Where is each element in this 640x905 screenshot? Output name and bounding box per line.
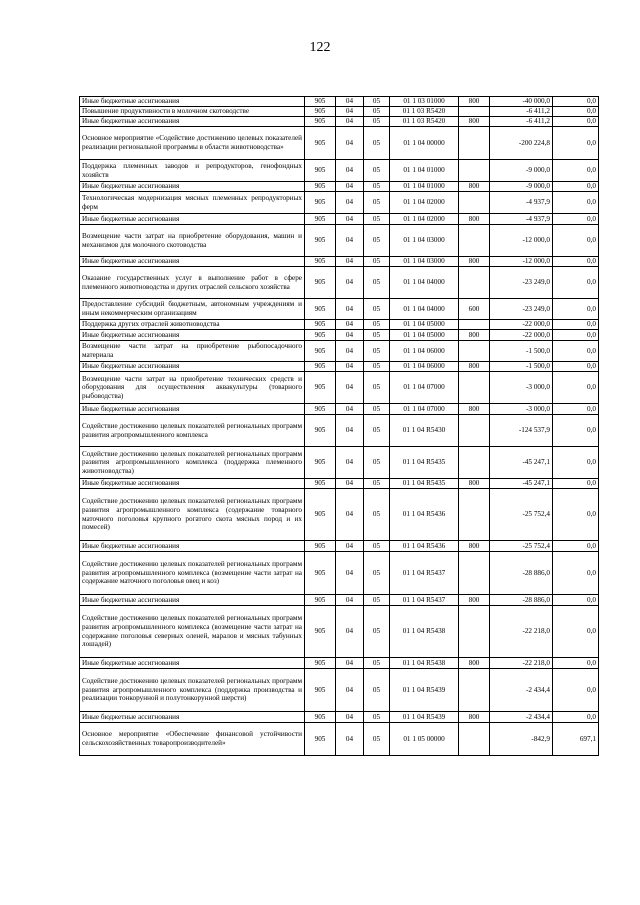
row-expense-type: 800 <box>459 712 490 723</box>
row-name: Поддержка других отраслей животноводства <box>80 320 305 330</box>
row-target-article: 01 1 03 01000 <box>390 97 459 107</box>
row-amount-1: -22 218,0 <box>490 606 553 658</box>
row-section-code: 04 <box>336 330 364 341</box>
row-ved-code: 905 <box>305 489 336 541</box>
row-name: Иные бюджетные ассигнования <box>80 257 305 267</box>
row-name: Повышение продуктивности в молочном скотоводстве <box>80 107 305 117</box>
row-ved-code: 905 <box>305 669 336 712</box>
row-amount-2: 0,0 <box>553 404 599 415</box>
row-subsection-code: 05 <box>364 330 390 341</box>
row-subsection-code: 05 <box>364 299 390 320</box>
row-amount-1: -4 937,9 <box>490 214 553 225</box>
row-expense-type: 800 <box>459 97 490 107</box>
row-expense-type: 800 <box>459 257 490 267</box>
row-amount-1: -23 249,0 <box>490 267 553 299</box>
row-name: Возмещение части затрат на приобретение оборудования, машин и механизмов для молочного скотоводства <box>80 225 305 257</box>
table-row <box>80 489 599 541</box>
table-row <box>80 225 599 257</box>
row-name: Иные бюджетные ассигнования <box>80 479 305 489</box>
table-row <box>80 479 599 489</box>
row-subsection-code: 05 <box>364 225 390 257</box>
row-expense-type <box>459 267 490 299</box>
row-expense-type: 800 <box>459 658 490 669</box>
row-amount-1: -6 411,2 <box>490 107 553 117</box>
row-ved-code: 905 <box>305 606 336 658</box>
row-amount-1: -22 000,0 <box>490 320 553 330</box>
row-amount-2: 0,0 <box>553 489 599 541</box>
row-section-code: 04 <box>336 541 364 552</box>
row-subsection-code: 05 <box>364 362 390 372</box>
row-target-article: 01 1 04 R5437 <box>390 595 459 606</box>
row-amount-1: -9 000,0 <box>490 182 553 192</box>
row-section-code: 04 <box>336 267 364 299</box>
table-row <box>80 214 599 225</box>
row-section-code: 04 <box>336 669 364 712</box>
row-expense-type <box>459 225 490 257</box>
row-subsection-code: 05 <box>364 595 390 606</box>
row-expense-type <box>459 160 490 182</box>
table-row <box>80 372 599 404</box>
row-expense-type: 800 <box>459 404 490 415</box>
row-subsection-code: 05 <box>364 723 390 756</box>
row-expense-type <box>459 606 490 658</box>
row-subsection-code: 05 <box>364 182 390 192</box>
row-amount-2: 0,0 <box>553 341 599 362</box>
table-row <box>80 552 599 595</box>
row-amount-2: 0,0 <box>553 712 599 723</box>
row-name: Иные бюджетные ассигнования <box>80 712 305 723</box>
row-amount-2: 0,0 <box>553 669 599 712</box>
row-amount-1: -4 937,9 <box>490 192 553 214</box>
row-amount-2: 0,0 <box>553 299 599 320</box>
row-expense-type <box>459 489 490 541</box>
row-amount-2: 0,0 <box>553 107 599 117</box>
row-subsection-code: 05 <box>364 712 390 723</box>
row-target-article: 01 1 04 04000 <box>390 299 459 320</box>
row-target-article: 01 1 04 R5439 <box>390 669 459 712</box>
row-amount-1: -45 247,1 <box>490 447 553 479</box>
row-target-article: 01 1 04 05000 <box>390 330 459 341</box>
row-ved-code: 905 <box>305 257 336 267</box>
row-amount-1: -200 224,8 <box>490 127 553 160</box>
row-amount-2: 0,0 <box>553 415 599 447</box>
row-ved-code: 905 <box>305 182 336 192</box>
row-amount-1: -1 500,0 <box>490 362 553 372</box>
row-amount-2: 0,0 <box>553 447 599 479</box>
row-expense-type <box>459 415 490 447</box>
row-amount-2: 0,0 <box>553 225 599 257</box>
table-row <box>80 595 599 606</box>
row-amount-1: -45 247,1 <box>490 479 553 489</box>
row-section-code: 04 <box>336 160 364 182</box>
row-amount-2: 697,1 <box>553 723 599 756</box>
table-row <box>80 658 599 669</box>
row-expense-type: 800 <box>459 330 490 341</box>
row-section-code: 04 <box>336 723 364 756</box>
row-section-code: 04 <box>336 595 364 606</box>
row-expense-type <box>459 127 490 160</box>
table-row <box>80 404 599 415</box>
row-expense-type <box>459 107 490 117</box>
row-expense-type <box>459 341 490 362</box>
row-target-article: 01 1 03 R5420 <box>390 117 459 127</box>
row-amount-1: -6 411,2 <box>490 117 553 127</box>
row-expense-type <box>459 192 490 214</box>
row-subsection-code: 05 <box>364 257 390 267</box>
row-amount-1: -3 000,0 <box>490 372 553 404</box>
table-row <box>80 415 599 447</box>
row-subsection-code: 05 <box>364 117 390 127</box>
row-ved-code: 905 <box>305 404 336 415</box>
row-target-article: 01 1 04 04000 <box>390 267 459 299</box>
row-name: Оказание государственных услуг в выполнение работ в сфере племенного животноводства и других отраслей сельского хозяйства <box>80 267 305 299</box>
row-subsection-code: 05 <box>364 658 390 669</box>
row-name: Иные бюджетные ассигнования <box>80 595 305 606</box>
row-subsection-code: 05 <box>364 320 390 330</box>
row-expense-type <box>459 447 490 479</box>
row-subsection-code: 05 <box>364 404 390 415</box>
row-expense-type <box>459 372 490 404</box>
row-expense-type: 800 <box>459 117 490 127</box>
row-amount-2: 0,0 <box>553 214 599 225</box>
row-name: Иные бюджетные ассигнования <box>80 404 305 415</box>
row-ved-code: 905 <box>305 723 336 756</box>
row-subsection-code: 05 <box>364 372 390 404</box>
row-target-article: 01 1 04 06000 <box>390 362 459 372</box>
table-row <box>80 606 599 658</box>
row-amount-2: 0,0 <box>553 330 599 341</box>
row-amount-2: 0,0 <box>553 658 599 669</box>
row-name: Иные бюджетные ассигнования <box>80 97 305 107</box>
row-section-code: 04 <box>336 192 364 214</box>
row-amount-1: -25 752,4 <box>490 489 553 541</box>
row-amount-2: 0,0 <box>553 127 599 160</box>
row-amount-2: 0,0 <box>553 541 599 552</box>
row-section-code: 04 <box>336 214 364 225</box>
row-section-code: 04 <box>336 658 364 669</box>
row-amount-2: 0,0 <box>553 372 599 404</box>
row-ved-code: 905 <box>305 447 336 479</box>
row-ved-code: 905 <box>305 214 336 225</box>
table-row <box>80 447 599 479</box>
row-ved-code: 905 <box>305 552 336 595</box>
row-name: Иные бюджетные ассигнования <box>80 117 305 127</box>
row-expense-type <box>459 669 490 712</box>
row-section-code: 04 <box>336 107 364 117</box>
row-amount-2: 0,0 <box>553 362 599 372</box>
row-section-code: 04 <box>336 299 364 320</box>
row-target-article: 01 1 05 00000 <box>390 723 459 756</box>
row-target-article: 01 1 04 01000 <box>390 182 459 192</box>
row-target-article: 01 1 04 05000 <box>390 320 459 330</box>
row-name: Содействие достижению целевых показателей региональных программ развития агропромышленного комплекса (содержание товарного маточного поголовья крупного рогатого скота мясных пород и их помесей) <box>80 489 305 541</box>
row-subsection-code: 05 <box>364 489 390 541</box>
row-name: Иные бюджетные ассигнования <box>80 330 305 341</box>
row-ved-code: 905 <box>305 192 336 214</box>
row-ved-code: 905 <box>305 225 336 257</box>
table-row <box>80 182 599 192</box>
row-name: Иные бюджетные ассигнования <box>80 182 305 192</box>
row-subsection-code: 05 <box>364 192 390 214</box>
row-subsection-code: 05 <box>364 160 390 182</box>
table-row <box>80 160 599 182</box>
row-section-code: 04 <box>336 257 364 267</box>
row-subsection-code: 05 <box>364 479 390 489</box>
row-amount-2: 0,0 <box>553 479 599 489</box>
table-row <box>80 299 599 320</box>
row-expense-type: 800 <box>459 362 490 372</box>
row-target-article: 01 1 04 R5435 <box>390 479 459 489</box>
row-target-article: 01 1 03 R5420 <box>390 107 459 117</box>
row-subsection-code: 05 <box>364 107 390 117</box>
row-subsection-code: 05 <box>364 267 390 299</box>
row-amount-1: -842,9 <box>490 723 553 756</box>
row-section-code: 04 <box>336 372 364 404</box>
row-name: Возмещение части затрат на приобретение рыбопосадочного материала <box>80 341 305 362</box>
row-name: Содействие достижению целевых показателей региональных программ развития агропромышленного комплекса (возмещение части затрат на содержание маточного поголовья овец и коз) <box>80 552 305 595</box>
row-expense-type: 800 <box>459 479 490 489</box>
row-target-article: 01 1 04 06000 <box>390 341 459 362</box>
row-amount-2: 0,0 <box>553 606 599 658</box>
row-subsection-code: 05 <box>364 97 390 107</box>
row-amount-1: -23 249,0 <box>490 299 553 320</box>
row-ved-code: 905 <box>305 362 336 372</box>
row-section-code: 04 <box>336 320 364 330</box>
row-section-code: 04 <box>336 415 364 447</box>
row-amount-2: 0,0 <box>553 257 599 267</box>
row-amount-1: -9 000,0 <box>490 160 553 182</box>
row-amount-1: -28 886,0 <box>490 595 553 606</box>
row-section-code: 04 <box>336 182 364 192</box>
row-amount-1: -1 500,0 <box>490 341 553 362</box>
row-section-code: 04 <box>336 489 364 541</box>
table-row <box>80 723 599 756</box>
table-row <box>80 257 599 267</box>
row-ved-code: 905 <box>305 415 336 447</box>
table-row <box>80 320 599 330</box>
row-section-code: 04 <box>336 606 364 658</box>
row-amount-1: -40 000,0 <box>490 97 553 107</box>
row-amount-2: 0,0 <box>553 192 599 214</box>
row-section-code: 04 <box>336 341 364 362</box>
row-section-code: 04 <box>336 117 364 127</box>
budget-table <box>79 96 599 756</box>
row-subsection-code: 05 <box>364 541 390 552</box>
row-name: Предоставление субсидий бюджетным, автономным учреждениям и иным некоммерческим организациям <box>80 299 305 320</box>
row-amount-1: -2 434,4 <box>490 669 553 712</box>
row-ved-code: 905 <box>305 117 336 127</box>
row-target-article: 01 1 04 R5430 <box>390 415 459 447</box>
row-subsection-code: 05 <box>364 214 390 225</box>
row-expense-type <box>459 320 490 330</box>
row-target-article: 01 1 04 R5436 <box>390 489 459 541</box>
page-number: 122 <box>309 40 331 55</box>
table-row <box>80 267 599 299</box>
row-ved-code: 905 <box>305 160 336 182</box>
row-subsection-code: 05 <box>364 669 390 712</box>
table-row <box>80 330 599 341</box>
row-amount-2: 0,0 <box>553 552 599 595</box>
row-amount-1: -3 000,0 <box>490 404 553 415</box>
row-amount-2: 0,0 <box>553 267 599 299</box>
row-section-code: 04 <box>336 552 364 595</box>
row-expense-type: 800 <box>459 182 490 192</box>
row-target-article: 01 1 04 00000 <box>390 127 459 160</box>
row-target-article: 01 1 04 07000 <box>390 372 459 404</box>
row-subsection-code: 05 <box>364 127 390 160</box>
row-ved-code: 905 <box>305 320 336 330</box>
row-expense-type <box>459 723 490 756</box>
row-target-article: 01 1 04 03000 <box>390 225 459 257</box>
table-row <box>80 192 599 214</box>
row-amount-1: -124 537,9 <box>490 415 553 447</box>
row-subsection-code: 05 <box>364 552 390 595</box>
row-section-code: 04 <box>336 712 364 723</box>
row-section-code: 04 <box>336 404 364 415</box>
row-ved-code: 905 <box>305 595 336 606</box>
row-target-article: 01 1 04 01000 <box>390 160 459 182</box>
row-amount-2: 0,0 <box>553 182 599 192</box>
row-ved-code: 905 <box>305 107 336 117</box>
table-row <box>80 117 599 127</box>
row-name: Содействие достижению целевых показателей региональных программ развития агропромышленного комплекса (поддержка племенного животноводства) <box>80 447 305 479</box>
row-name: Иные бюджетные ассигнования <box>80 362 305 372</box>
row-name: Технологическая модернизация мясных племенных репродукторных ферм <box>80 192 305 214</box>
row-expense-type: 600 <box>459 299 490 320</box>
table-row <box>80 541 599 552</box>
row-section-code: 04 <box>336 127 364 160</box>
row-ved-code: 905 <box>305 372 336 404</box>
row-expense-type: 800 <box>459 595 490 606</box>
row-subsection-code: 05 <box>364 341 390 362</box>
row-target-article: 01 1 04 02000 <box>390 214 459 225</box>
row-name: Иные бюджетные ассигнования <box>80 214 305 225</box>
row-amount-1: -22 000,0 <box>490 330 553 341</box>
row-amount-2: 0,0 <box>553 320 599 330</box>
row-ved-code: 905 <box>305 712 336 723</box>
row-target-article: 01 1 04 R5438 <box>390 658 459 669</box>
row-section-code: 04 <box>336 225 364 257</box>
row-amount-2: 0,0 <box>553 160 599 182</box>
row-amount-2: 0,0 <box>553 117 599 127</box>
row-name: Основное мероприятие «Содействие достижению целевых показателей реализации региональной программы в области животноводства» <box>80 127 305 160</box>
row-ved-code: 905 <box>305 541 336 552</box>
row-name: Основное мероприятие «Обеспечение финансовой устойчивости сельскохозяйственных товаропроизводителей» <box>80 723 305 756</box>
row-target-article: 01 1 04 07000 <box>390 404 459 415</box>
row-target-article: 01 1 04 R5438 <box>390 606 459 658</box>
row-expense-type: 800 <box>459 214 490 225</box>
row-ved-code: 905 <box>305 658 336 669</box>
row-expense-type <box>459 552 490 595</box>
row-ved-code: 905 <box>305 299 336 320</box>
table-row <box>80 712 599 723</box>
row-name: Иные бюджетные ассигнования <box>80 658 305 669</box>
row-ved-code: 905 <box>305 330 336 341</box>
row-section-code: 04 <box>336 362 364 372</box>
table-row <box>80 362 599 372</box>
row-target-article: 01 1 04 R5436 <box>390 541 459 552</box>
row-amount-2: 0,0 <box>553 97 599 107</box>
table-row <box>80 341 599 362</box>
table-row <box>80 97 599 107</box>
row-name: Содействие достижению целевых показателей региональных программ развития агропромышленного комплекса (поддержка производства и реализации тонкорунной и полутонкорунной шерсти) <box>80 669 305 712</box>
row-expense-type: 800 <box>459 541 490 552</box>
row-amount-1: -22 218,0 <box>490 658 553 669</box>
row-target-article: 01 1 04 R5435 <box>390 447 459 479</box>
table-row <box>80 127 599 160</box>
row-section-code: 04 <box>336 97 364 107</box>
row-name: Возмещение части затрат на приобретение технических средств и оборудования для осуществления аквакультуры (товарного рыбоводства) <box>80 372 305 404</box>
row-subsection-code: 05 <box>364 415 390 447</box>
row-target-article: 01 1 04 R5439 <box>390 712 459 723</box>
row-ved-code: 905 <box>305 127 336 160</box>
row-name: Поддержка племенных заводов и репродукторов, генофондных хозяйств <box>80 160 305 182</box>
row-subsection-code: 05 <box>364 606 390 658</box>
table-row <box>80 107 599 117</box>
row-amount-1: -2 434,4 <box>490 712 553 723</box>
row-section-code: 04 <box>336 479 364 489</box>
row-name: Содействие достижению целевых показателей региональных программ развития агропромышленного комплекса (возмещение части затрат на содержание поголовья северных оленей, маралов и мясных табунных лошадей) <box>80 606 305 658</box>
row-amount-1: -28 886,0 <box>490 552 553 595</box>
row-amount-1: -25 752,4 <box>490 541 553 552</box>
row-ved-code: 905 <box>305 341 336 362</box>
table-row <box>80 669 599 712</box>
row-name: Иные бюджетные ассигнования <box>80 541 305 552</box>
row-amount-1: -12 000,0 <box>490 225 553 257</box>
row-ved-code: 905 <box>305 479 336 489</box>
row-section-code: 04 <box>336 447 364 479</box>
row-amount-2: 0,0 <box>553 595 599 606</box>
row-name: Содействие достижению целевых показателей региональных программ развития агропромышленного комплекса <box>80 415 305 447</box>
row-ved-code: 905 <box>305 267 336 299</box>
row-target-article: 01 1 04 03000 <box>390 257 459 267</box>
row-amount-1: -12 000,0 <box>490 257 553 267</box>
row-ved-code: 905 <box>305 97 336 107</box>
row-target-article: 01 1 04 02000 <box>390 192 459 214</box>
row-subsection-code: 05 <box>364 447 390 479</box>
row-target-article: 01 1 04 R5437 <box>390 552 459 595</box>
